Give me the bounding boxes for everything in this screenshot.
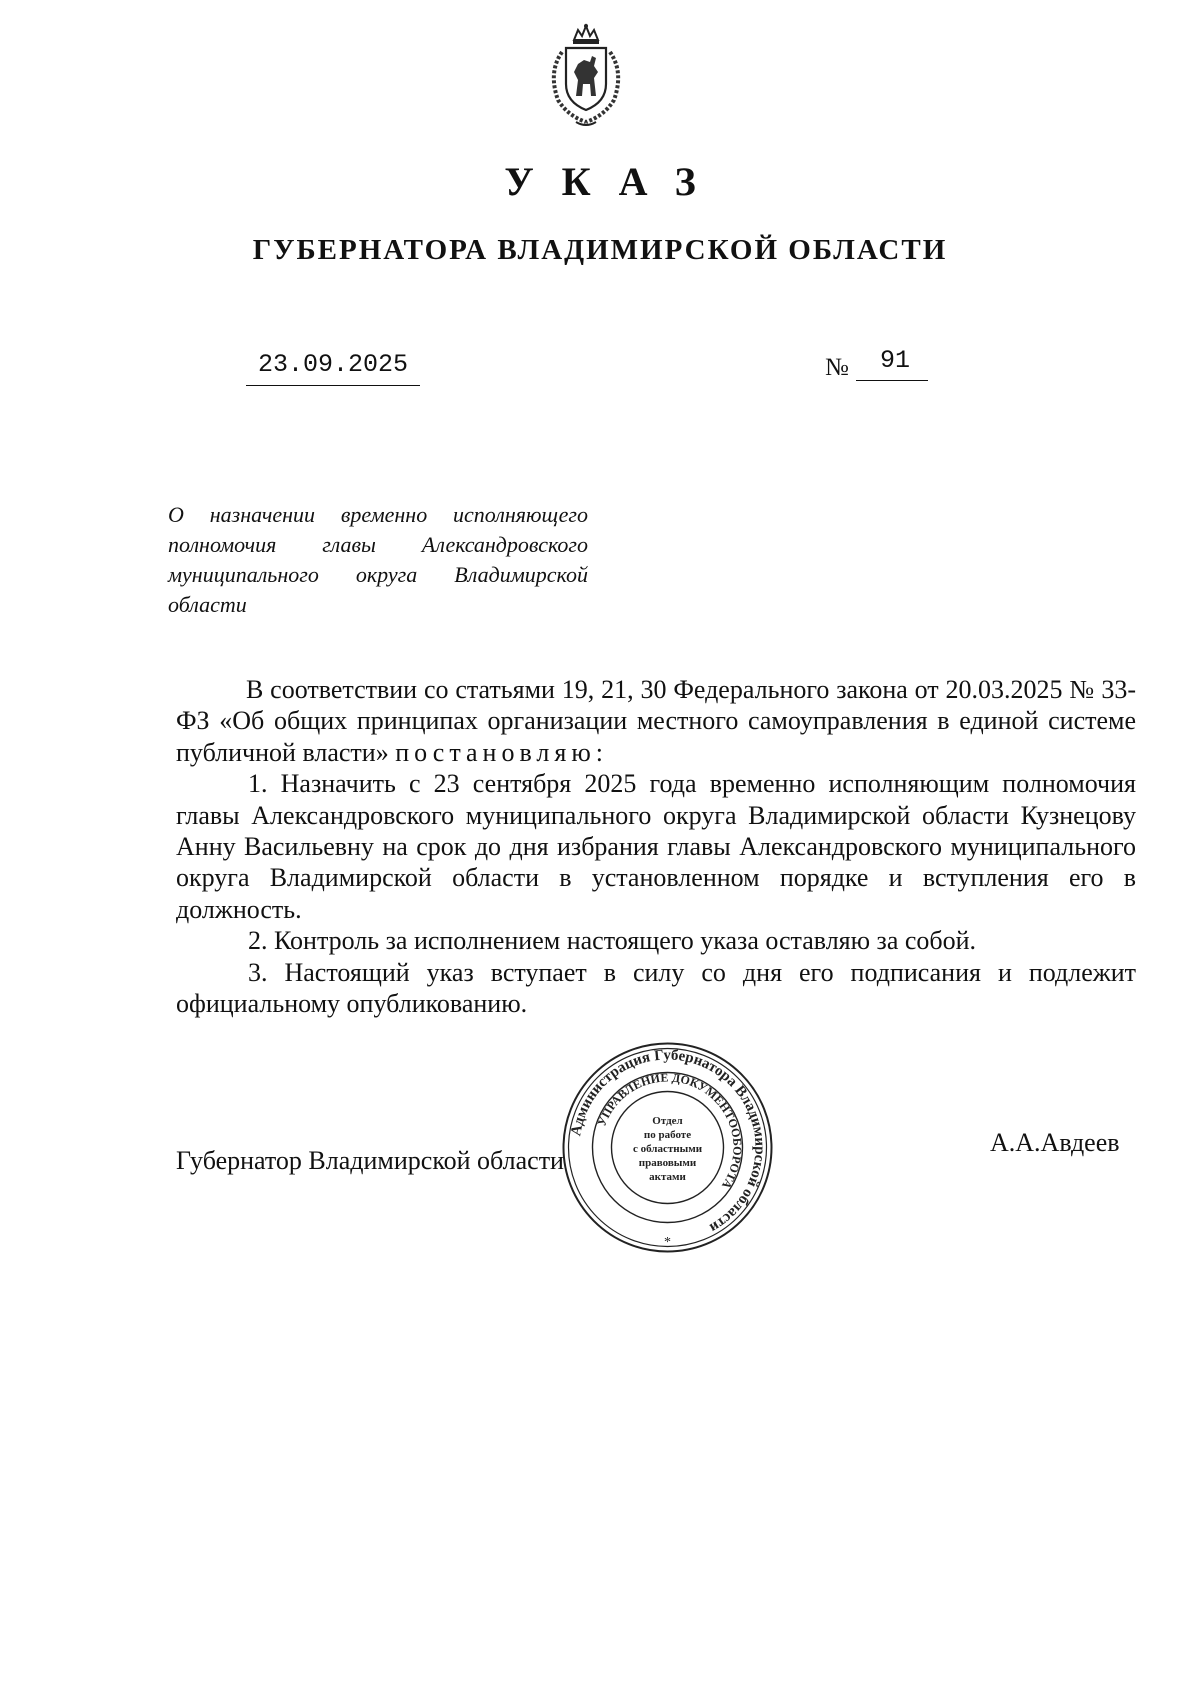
document-title: УКАЗ (504, 159, 724, 204)
signer-name: А.А.Авдеев (990, 1128, 1120, 1157)
seal-center-line-3: с областными (632, 1143, 703, 1155)
number-underline (856, 380, 928, 381)
seal-inner-ring-text: УПРАВЛЕНИЕ ДОКУМЕНТООБОРОТА (594, 1070, 745, 1192)
document-subtitle: ГУБЕРНАТОРА ВЛАДИМИРСКОЙ ОБЛАСТИ (252, 234, 948, 266)
decree-item-1: 1. Назначить с 23 сентября 2025 года временно исполняющим полномочия главы Александровского муниципального округа Владимирской области Кузнецову Анну Васильевну на срок до дня избрания главы Александровского муниципального округа Владимирской области в установленном порядке и вступления его в должность. (176, 769, 1136, 924)
seal-center-line-2: по работе (643, 1129, 692, 1141)
seal-center-line-5: актами (649, 1171, 686, 1183)
seal-center-line-4: правовыми (638, 1157, 697, 1169)
decree-item-3: 3. Настоящий указ вступает в силу со дня его подписания и подлежит официальному опубликованию. (176, 957, 1136, 1019)
coat-of-arms-emblem (536, 22, 636, 130)
decree-item-2: 2. Контроль за исполнением настоящего указа оставляю за собой. (248, 926, 977, 956)
seal-outer-text: Администрация Губернатора Владимирской области (568, 1047, 768, 1236)
decree-word: постановляю: (395, 737, 608, 767)
seal-star: * (664, 1235, 671, 1250)
official-seal-stamp (560, 1040, 775, 1255)
date-underline (246, 385, 420, 386)
decree-number: 91 (879, 346, 910, 375)
decree-subject: О назначении временно исполняющего полномочия главы Александровского муниципального округа Владимирской области (168, 502, 588, 617)
preamble-text: В соответствии со статьями 19, 21, 30 Федерального закона от 20.03.2025 № 33-ФЗ «Об общих принципах организации местного самоуправления в единой системе публичной власти» (176, 675, 1136, 767)
decree-date: 23.09.2025 (257, 350, 409, 379)
preamble-paragraph (176, 674, 1136, 768)
number-sign: № (825, 354, 849, 381)
signer-title: Губернатор Владимирской области (176, 1146, 564, 1175)
decree-body (176, 674, 1136, 1019)
seal-center-line-1: Отдел (652, 1115, 683, 1127)
